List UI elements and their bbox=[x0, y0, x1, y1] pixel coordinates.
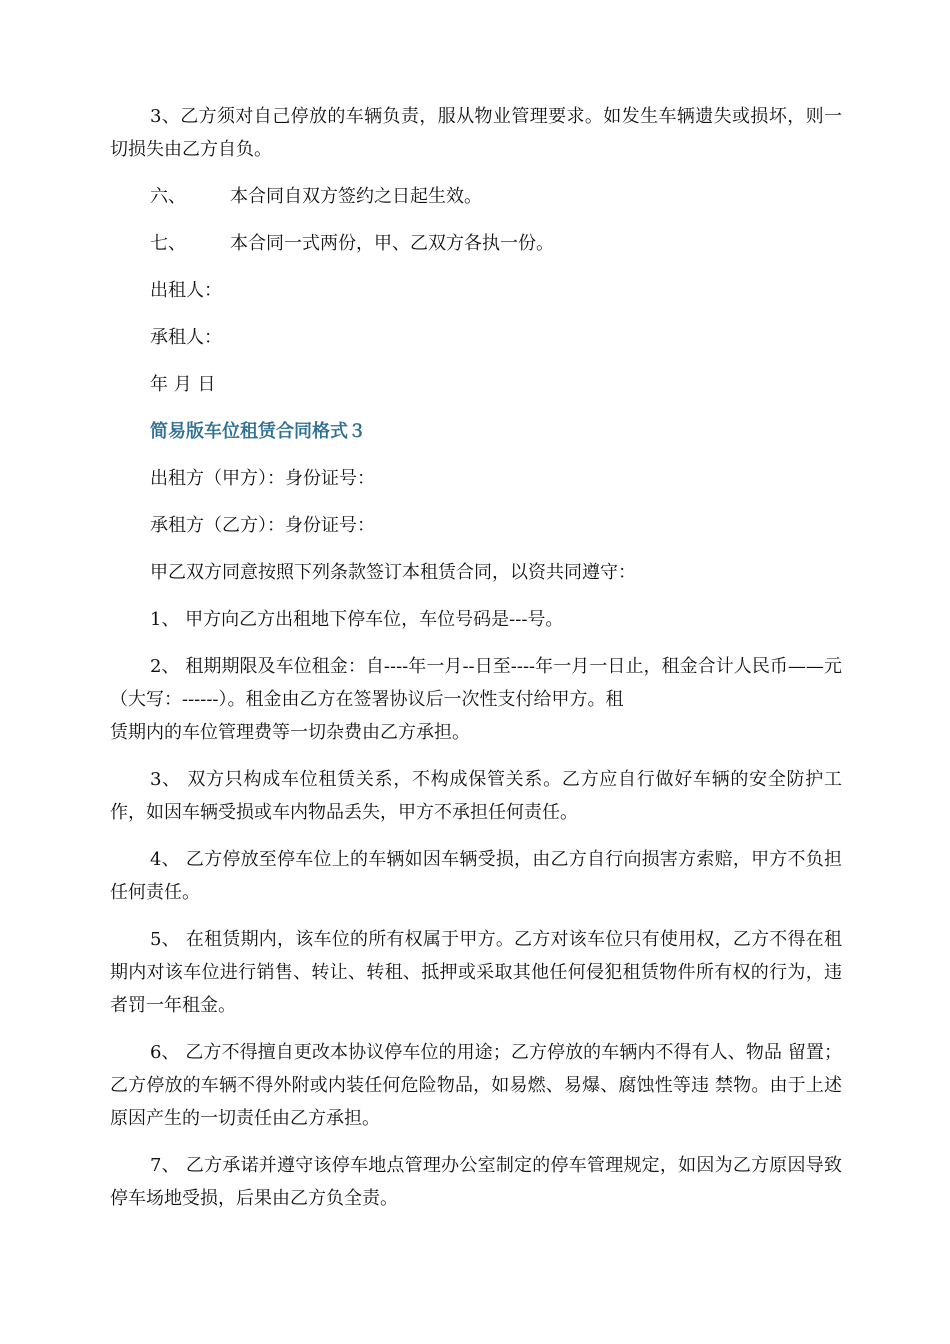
clause-six bbox=[110, 180, 842, 213]
clause-seven bbox=[110, 227, 842, 260]
clause-six-number: 六、 bbox=[150, 186, 186, 207]
lessee-signature-line: 承租人： bbox=[150, 327, 222, 348]
lessor-signature-line: 出租人： bbox=[150, 280, 222, 301]
party-a-line: 出租方（甲方）：身份证号： bbox=[150, 468, 375, 489]
section-heading: 简易版车位租赁合同格式３ bbox=[150, 421, 366, 442]
contract-clause-3: 3、 双方只构成车位租赁关系，不构成保管关系。乙方应自行做好车辆的安全防护工作，如因车辆受损或车内物品丢失，甲方不承担任何责任。 bbox=[110, 769, 842, 823]
clause-seven-number: 七、 bbox=[150, 233, 186, 254]
clause-3-vehicle-responsibility: 3、乙方须对自己停放的车辆负责，服从物业管理要求。如发生车辆遗失或损坏，则一切损失由乙方自负。 bbox=[110, 106, 842, 160]
contract-clause-2: 2、 租期期限及车位租金：自----年一月--日至----年一月一日止，租金合计人民币——元（大写：------）。租金由乙方在签署协议后一次性支付给甲方。租 bbox=[110, 656, 842, 710]
contract-clause-6: 6、 乙方不得擅自更改本协议停车位的用途；乙方停放的车辆内不得有人、物品 留置；乙方停放的车辆不得外附或内装任何危险物品，如易燃、易爆、腐蚀性等违 禁物。由于上述原因产生的一切责任由乙方承担。 bbox=[110, 1042, 842, 1129]
contract-clause-5: 5、 在租赁期内，该车位的所有权属于甲方。乙方对该车位只有使用权，乙方不得在租期内对该车位进行销售、转让、转租、抵押或采取其他任何侵犯租赁物件所有权的行为，违者罚一年租金。 bbox=[110, 929, 842, 1016]
clause-six-text: 本合同自双方签约之日起生效。 bbox=[230, 186, 482, 207]
party-b-line: 承租方（乙方）：身份证号： bbox=[150, 515, 375, 536]
contract-clause-1: 1、 甲方向乙方出租地下停车位，车位号码是---号。 bbox=[150, 609, 564, 630]
clause-seven-text: 本合同一式两份，甲、乙双方各执一份。 bbox=[230, 233, 554, 254]
contract-clause-2-continued: 赁期内的车位管理费等一切杂费由乙方承担。 bbox=[110, 722, 470, 743]
document-page bbox=[110, 100, 842, 1229]
intro-paragraph: 甲乙双方同意按照下列条款签订本租赁合同，以资共同遵守： bbox=[150, 562, 636, 583]
contract-clause-7: 7、 乙方承诺并遵守该停车地点管理办公室制定的停车管理规定，如因为乙方原因导致停车场地受损，后果由乙方负全责。 bbox=[110, 1155, 842, 1209]
contract-clause-4: 4、 乙方停放至停车位上的车辆如因车辆受损，由乙方自行向损害方索赔，甲方不负担任何责任。 bbox=[110, 849, 842, 903]
date-line: 年 月 日 bbox=[150, 374, 216, 395]
